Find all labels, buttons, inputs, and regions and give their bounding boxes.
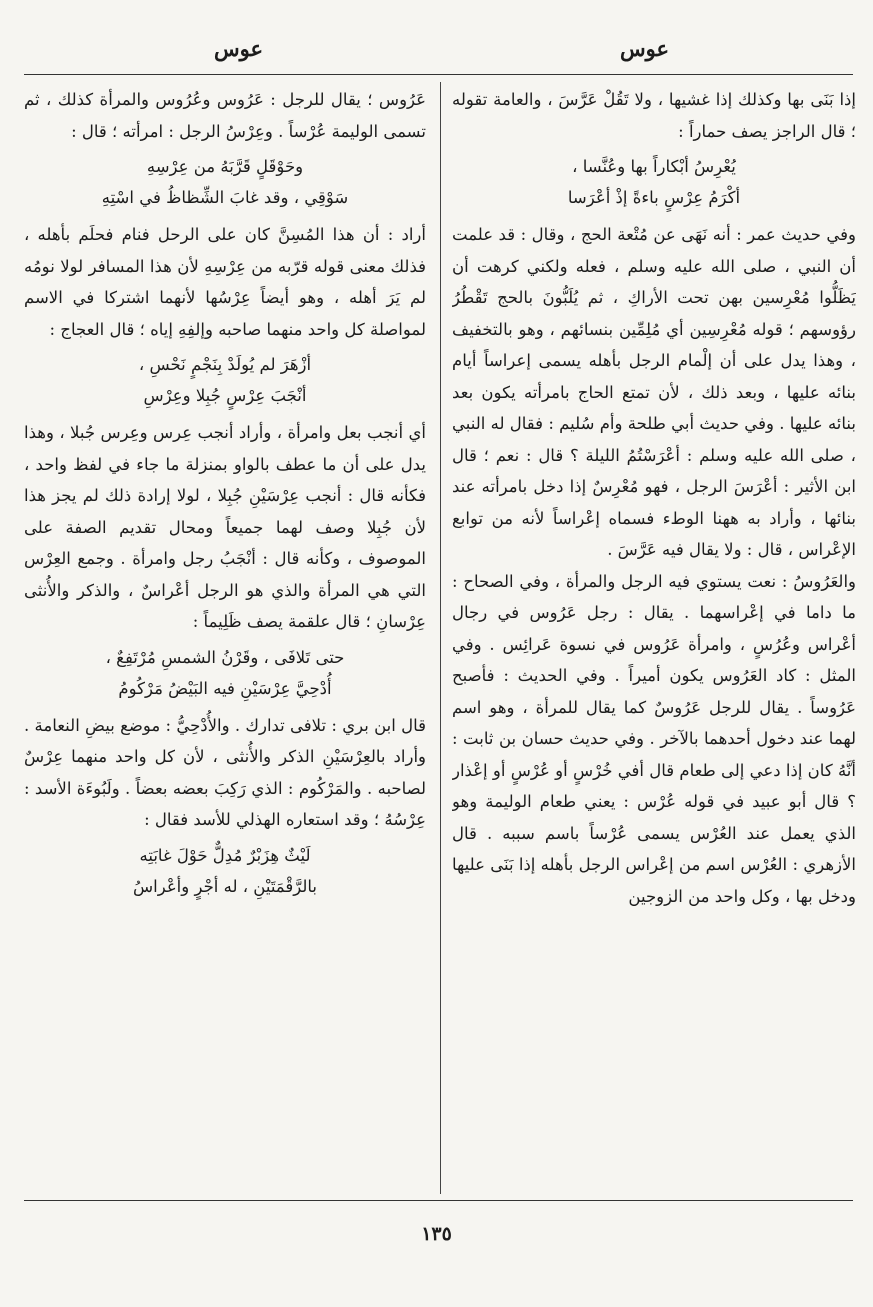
verse-line: بالرَّقْمَتَيْنِ ، له أجْرٍ وأعْراسُ <box>133 876 317 896</box>
right-paragraph-1: إذا بَنَى بها وكذلك إذا غشيها ، ولا تَقُلْ عَرَّسَ ، والعامة تقوله ؛ قال الراجز يصف حماراً : <box>452 90 856 141</box>
right-paragraph-2: وفي حديث عمر : أنه نَهَى عن مُتْعة الحج ، وقال : قد علمت أن النبي ، صلى الله عليه وسلم ، فعله ولكني كرهت أن يَظَلُّوا مُعْرِسين بهن تحت الأراكِ ، ثم يُلَبُّونَ بالحج تَقْطُرُ رؤوسهم ؛ قوله مُعْرِسِين أي مُلِمِّين بنسائهم ، وهو بالتخفيف ، وهذا يدل على أن إلْمام الرجل بأهله يسمى إعراساً أيام بنائه عليها ، وبعد ذلك ، لأن تمتع الحاج بامرأته يكون بعد بنائه عليها . وفي حديث أبي طلحة وأم سُليم : فقال له النبي ، صلى الله عليه وسلم : أعْرَسْتُمُ الليلة ؟ قال : نعم ؛ قال ابن الأثير : أعْرَسَ الرجل ، فهو مُعْرِسٌ إذا دخل بامرأته عند بنائها ، وأراد به ههنا الوطء فسماه إعْراساً لأنه من توابع الإعْراس ، قال : ولا يقال فيه عَرَّسَ . <box>452 225 856 559</box>
page-number: ١٣٥ <box>421 1223 452 1245</box>
verse-line: لَيْثٌ هِزَبْرٌ مُدِلٌّ حَوْلَ غابَتِه <box>139 845 311 865</box>
right-verse-1 <box>452 151 856 213</box>
header-word-right: عوس <box>620 36 670 61</box>
verse-line: وحَوْقَلٍ قَرَّبَهُ من عِرْسِهِ <box>146 157 304 176</box>
header-rule <box>24 74 853 75</box>
right-paragraph-3: والعَرُوسُ : نعت يستوي فيه الرجل والمرأة ، وفي الصحاح : ما داما في إعْراسهما . يقال : رجل عَرُوس في رجال أعْراس وعُرُسٍ ، وامرأة عَرُوس في نسوة عَرائِس . وفي المثل : كاد العَرُوس يكون أميراً . وفي الحديث : فأصبح عَرُوساً . يقال للرجل عَرُوسٌ كما يقال للمرأة ، وهو اسم لهما عند دخول أحدهما بالآخر . وفي حديث حسان بن ثابت : أنَّهُ كان إذا دعي إلى طعام قال أفي خُرْسٍ أو عُرْسٍ أو إعْذار ؟ قال أبو عبيد في قوله عُرْس : يعني طعام الوليمة وهو الذي يعمل عند العُرْس يسمى عُرْساً باسم سببه . قال الأزهري : العُرْس اسم من إعْراس الرجل بأهله إذا بَنَى عليها ودخل بها ، وكل واحد من الزوجين <box>452 571 856 906</box>
footer-rule <box>24 1200 853 1201</box>
left-verse-2 <box>24 349 426 411</box>
left-column <box>24 84 426 1190</box>
left-paragraph-2: أراد : أن هذا المُسِنَّ كان على الرحل فنام فحلَم بأهله ، فذلك معنى قوله قرّبه من عِرْسِهِ لأن هذا المسافر لولا نومُه لم يَرَ أهله ، وهو أيضاً عِرْسُها لأنهما اشتركا في الاسم لمواصلة كل واحد منهما صاحبه وإلفِهِ إياه ؛ قال العجاج : <box>24 225 426 339</box>
right-column <box>452 84 856 1190</box>
verse-line: يُعْرِسُ أبْكاراً بها وعُنَّسا ، <box>572 157 736 176</box>
left-paragraph-4: قال ابن بري : تلافى تدارك . والأُدْحِيُّ : موضع بيضِ النعامة . وأراد بالعِرْسَيْنِ الذكر والأُنثى ، لأن كل واحد منهما عِرْسٌ لصاحبه . والمَرْكُوم : الذي رَكِبَ بعضه بعضاً . ولَبُوءَة الأسد : عِرْسُهُ ؛ وقد استعاره الهذلي للأسد فقال : <box>24 715 426 829</box>
header-word-left: عوس <box>214 36 264 61</box>
left-paragraph-1: عَرُوس ؛ يقال للرجل : عَرُوس وعُرُوس والمرأة كذلك ، ثم تسمى الوليمة عُرْساً . وعِرْسُ الرجل : امرأته ؛ قال : <box>24 90 426 141</box>
verse-line: سَوْقِي ، وقد غابَ الشِّظاظُ في اسْتِهِ <box>101 188 349 207</box>
left-verse-4 <box>24 840 426 902</box>
left-verse-1 <box>24 151 426 213</box>
left-paragraph-3: أي أنجب بعل وامرأة ، وأراد أنجب عِرس وعِرس جُبلا ، وهذا يدل على أن ما عطف بالواو بمنزلة ما جاء في لفظ واحد ، فكأنه قال : أنجب عِرْسَيْنِ جُبِلا ، لولا إرادة ذلك لم يجز هذا لأن جُبِلا وصف لهما جميعاً ومحال تقديم الصفة على الموصوف ، وكأنه قال : أنْجَبُ رجل وامرأة . وجمع العِرْس التي هي المرأة والذي هو الرجل أعْراسٌ ، والذكر والأُنثى عِرْسانِ ؛ قال علقمة يصف ظَلِيماً : <box>24 423 426 631</box>
verse-line: حتى تَلافَى ، وقَرْنُ الشمسِ مُرْتَفِعٌ ، <box>105 647 345 667</box>
verse-line: أزْهَرَ لم يُولَدْ بِنَجْمٍ نَحْسِ ، <box>138 355 312 374</box>
left-verse-3 <box>24 642 426 704</box>
verse-line: أكْرَمُ عِرْسٍ باءةً إذْ أعْرَسا <box>567 188 741 207</box>
column-divider <box>440 82 441 1194</box>
verse-line: أنْجَبَ عِرْسٍ جُبِلا وعِرْسِ <box>143 386 307 405</box>
verse-line: أُدْحِيَّ عِرْسَيْنِ فيه البَيْضُ مَرْكُومُ <box>118 678 332 698</box>
